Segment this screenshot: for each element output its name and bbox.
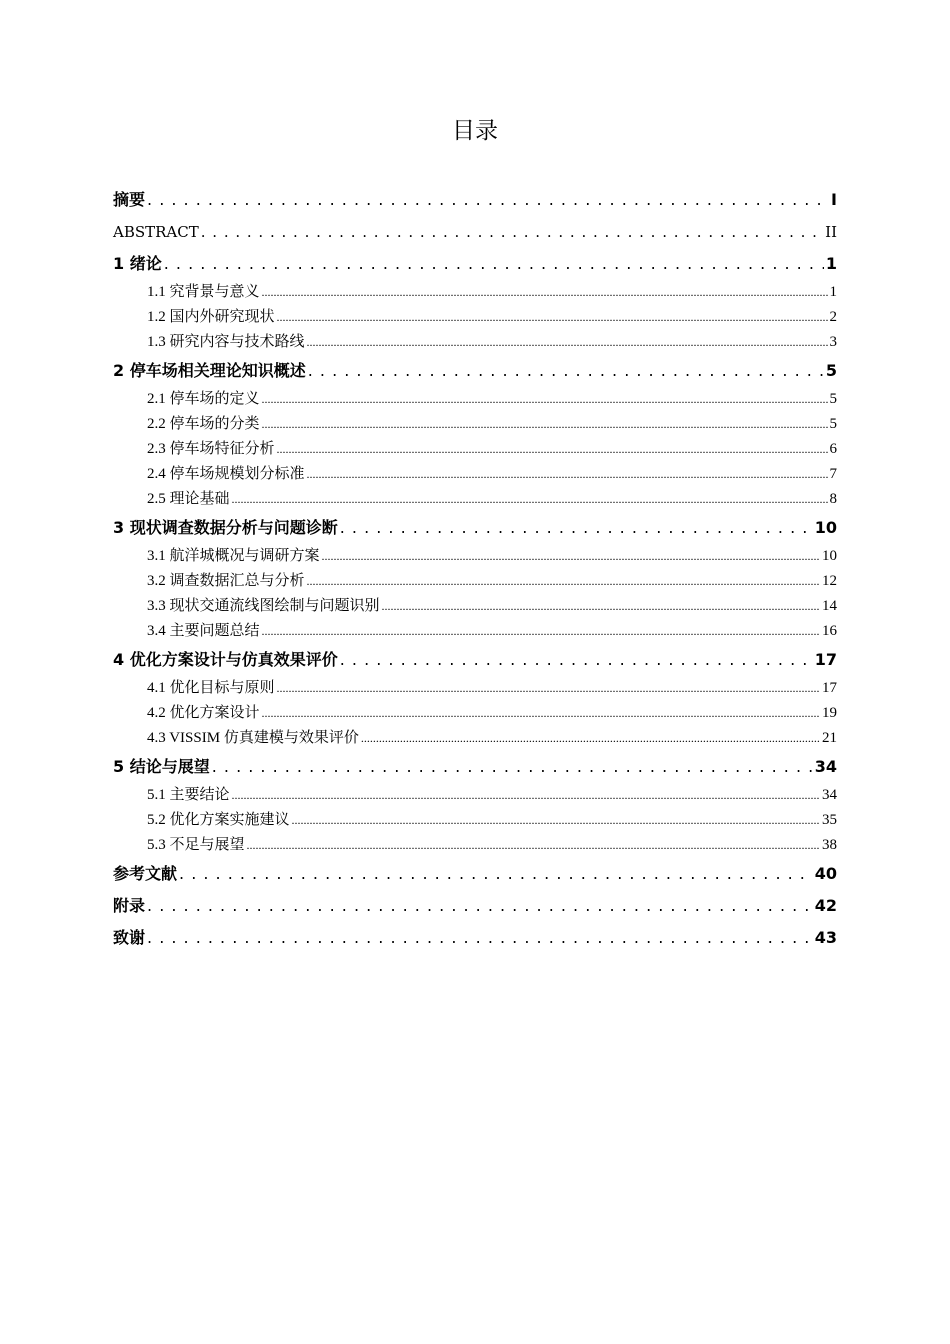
toc-entry-section-3-2[interactable] [113, 569, 837, 594]
toc-entry-section-2-5[interactable] [113, 487, 837, 512]
toc-entry-page: 2 [829, 309, 837, 325]
toc-entry-page: 3 [829, 334, 837, 350]
toc-leader-dots [232, 487, 828, 512]
table-of-contents [113, 184, 837, 954]
toc-leader-dots [147, 890, 813, 922]
toc-entry-section-5-3[interactable] [113, 833, 837, 858]
toc-entry-section-5-1[interactable] [113, 783, 837, 808]
toc-entry-page: 38 [822, 837, 837, 853]
toc-entry-label: 3.1 航洋城概况与调研方案 [147, 548, 320, 564]
toc-entry-label: 1 绪论 [113, 254, 162, 273]
toc-entry-page: 12 [822, 573, 837, 589]
toc-entry-page: II [825, 223, 837, 241]
toc-entry-label: 5.2 优化方案实施建议 [147, 812, 290, 828]
toc-entry-label: 1.3 研究内容与技术路线 [147, 334, 305, 350]
toc-entry-page: 19 [822, 705, 837, 721]
toc-leader-dots [307, 330, 828, 355]
toc-entry-page: 17 [814, 650, 837, 669]
toc-entry-section-2-3[interactable] [113, 437, 837, 462]
toc-entry-page: 34 [822, 787, 837, 803]
toc-leader-dots [212, 751, 813, 783]
toc-entry-section-2-4[interactable] [113, 462, 837, 487]
toc-entry-page: 10 [822, 548, 837, 564]
toc-entry-page: 34 [814, 757, 837, 776]
toc-entry-appendix[interactable] [113, 890, 837, 922]
toc-entry-section-1-1[interactable] [113, 280, 837, 305]
toc-leader-dots [262, 619, 820, 644]
toc-entry-label: 4.2 优化方案设计 [147, 705, 260, 721]
toc-leader-dots [232, 783, 820, 808]
toc-entry-section-1-3[interactable] [113, 330, 837, 355]
toc-entry-label: 4.3 VISSIM 仿真建模与效果评价 [147, 730, 359, 746]
toc-entry-section-4-1[interactable] [113, 676, 837, 701]
toc-entry-page: 35 [822, 812, 837, 828]
toc-entry-label: 摘要 [113, 190, 146, 209]
toc-entry-label: 2.4 停车场规模划分标准 [147, 466, 305, 482]
toc-entry-label: 4.1 优化目标与原则 [147, 680, 275, 696]
toc-entry-label: 3.2 调查数据汇总与分析 [147, 573, 305, 589]
toc-entry-chapter-1[interactable] [113, 248, 837, 280]
toc-entry-page: 17 [822, 680, 837, 696]
toc-entry-page: 5 [829, 391, 837, 407]
toc-entry-label: 3.3 现状交通流线图绘制与问题识别 [147, 598, 380, 614]
toc-entry-label: 5.1 主要结论 [147, 787, 230, 803]
toc-entry-page: 21 [822, 730, 837, 746]
toc-leader-dots [277, 305, 828, 330]
toc-leader-dots [262, 280, 828, 305]
toc-entry-label: 3.4 主要问题总结 [147, 623, 260, 639]
toc-entry-label: 参考文献 [113, 864, 178, 883]
toc-leader-dots [147, 184, 829, 216]
toc-entry-page: 1 [825, 254, 837, 273]
toc-leader-dots [308, 355, 824, 387]
toc-entry-section-5-2[interactable] [113, 808, 837, 833]
toc-entry-section-2-2[interactable] [113, 412, 837, 437]
toc-entry-label: 1.2 国内外研究现状 [147, 309, 275, 325]
toc-entry-page: I [831, 190, 837, 209]
toc-entry-page: 6 [829, 441, 837, 457]
toc-leader-dots [147, 922, 813, 954]
toc-entry-label: 5.3 不足与展望 [147, 837, 245, 853]
toc-entry-label: 2.5 理论基础 [147, 491, 230, 507]
toc-entry-label: 4 优化方案设计与仿真效果评价 [113, 650, 338, 669]
toc-entry-chapter-5[interactable] [113, 751, 837, 783]
toc-entry-section-4-3[interactable] [113, 726, 837, 751]
toc-leader-dots [322, 544, 820, 569]
toc-entry-section-2-1[interactable] [113, 387, 837, 412]
toc-entry-chapter-2[interactable] [113, 355, 837, 387]
toc-leader-dots [179, 858, 813, 890]
toc-leader-dots [262, 701, 820, 726]
toc-leader-dots [277, 437, 828, 462]
toc-entry-page: 1 [829, 284, 837, 300]
page-title: 目录 [452, 118, 498, 144]
toc-entry-abstract-en[interactable] [113, 216, 837, 248]
toc-entry-label: 致谢 [113, 928, 146, 947]
toc-entry-page: 7 [829, 466, 837, 482]
toc-leader-dots [340, 512, 813, 544]
toc-entry-label: ABSTRACT [113, 223, 199, 241]
toc-leader-dots [307, 569, 820, 594]
toc-leader-dots [277, 676, 820, 701]
toc-entry-label: 附录 [113, 896, 146, 915]
toc-leader-dots [262, 412, 828, 437]
toc-entry-page: 43 [814, 928, 837, 947]
toc-leader-dots [201, 216, 823, 248]
toc-entry-chapter-3[interactable] [113, 512, 837, 544]
toc-entry-label: 2 停车场相关理论知识概述 [113, 361, 306, 380]
toc-entry-label: 3 现状调查数据分析与问题诊断 [113, 518, 338, 537]
toc-entry-page: 10 [814, 518, 837, 537]
toc-leader-dots [262, 387, 828, 412]
toc-entry-page: 5 [825, 361, 837, 380]
toc-entry-references[interactable] [113, 858, 837, 890]
toc-entry-section-4-2[interactable] [113, 701, 837, 726]
toc-entry-page: 42 [814, 896, 837, 915]
toc-leader-dots [382, 594, 820, 619]
toc-leader-dots [307, 462, 828, 487]
toc-entry-label: 2.2 停车场的分类 [147, 416, 260, 432]
toc-leader-dots [292, 808, 820, 833]
toc-entry-page: 5 [829, 416, 837, 432]
toc-entry-section-3-4[interactable] [113, 619, 837, 644]
toc-entry-section-1-2[interactable] [113, 305, 837, 330]
toc-leader-dots [340, 644, 813, 676]
toc-entry-label: 5 结论与展望 [113, 757, 210, 776]
toc-leader-dots [361, 726, 820, 751]
toc-entry-abstract-cn[interactable] [113, 184, 837, 216]
toc-entry-page: 40 [814, 864, 837, 883]
toc-entry-label: 2.3 停车场特征分析 [147, 441, 275, 457]
toc-entry-page: 8 [829, 491, 837, 507]
toc-entry-page: 16 [822, 623, 837, 639]
toc-entry-label: 1.1 究背景与意义 [147, 284, 260, 300]
toc-leader-dots [164, 248, 824, 280]
toc-entry-page: 14 [822, 598, 837, 614]
toc-entry-section-3-1[interactable] [113, 544, 837, 569]
toc-entry-section-3-3[interactable] [113, 594, 837, 619]
toc-entry-label: 2.1 停车场的定义 [147, 391, 260, 407]
toc-entry-acknowledgements[interactable] [113, 922, 837, 954]
toc-entry-chapter-4[interactable] [113, 644, 837, 676]
toc-leader-dots [247, 833, 820, 858]
